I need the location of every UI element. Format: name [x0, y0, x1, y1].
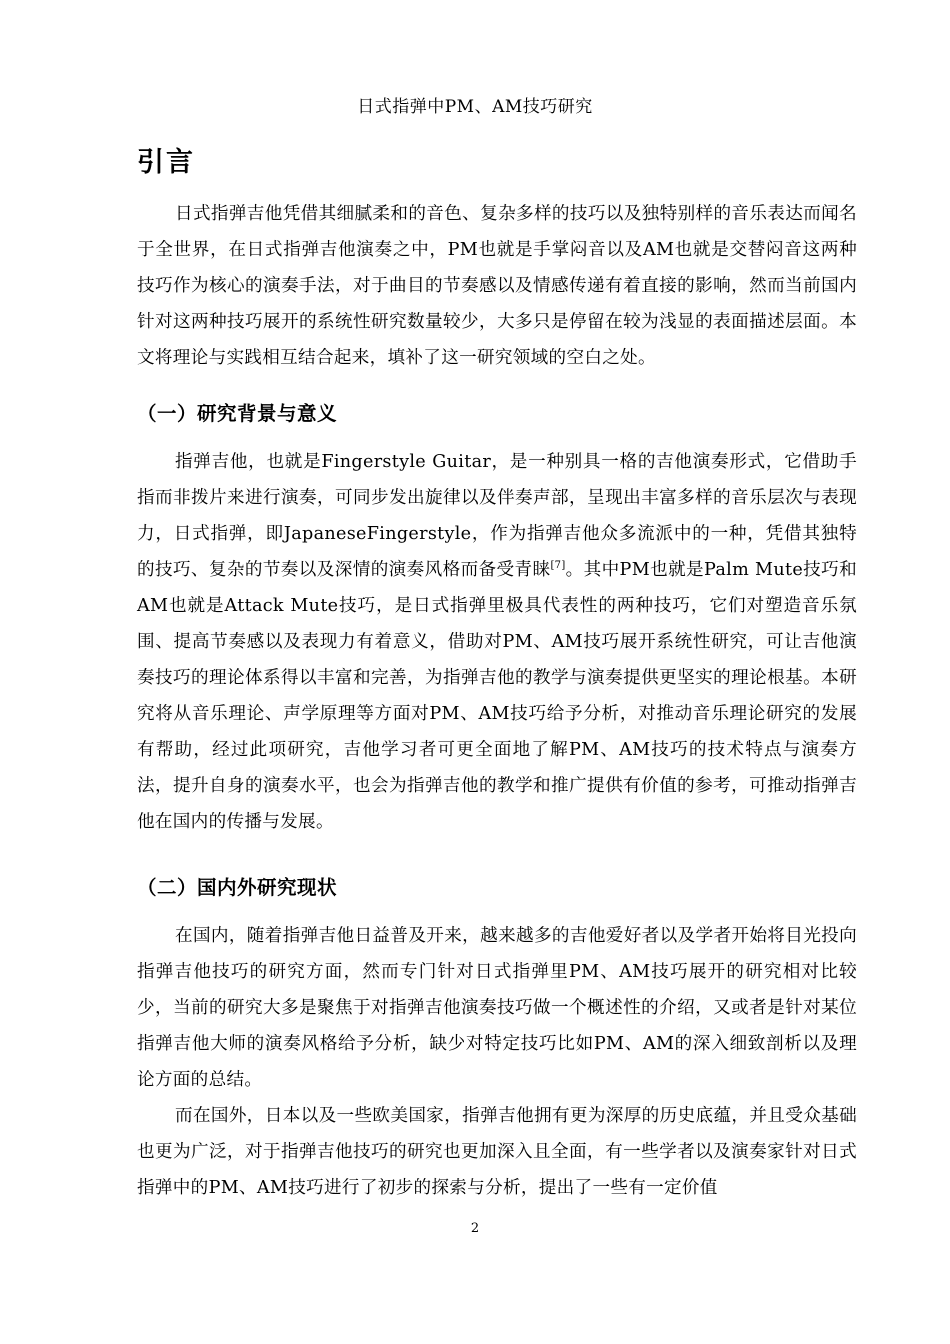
citation-reference: [7]: [550, 560, 566, 572]
running-header: 日式指弹中PM、AM技巧研究: [357, 97, 593, 117]
page-title: 引言: [137, 147, 195, 178]
background-text-part1: 指弹吉他，也就是Fingerstyle Guitar，是一种别具一格的吉他演奏形式，它借助手指而非拨片来进行演奏，可同步发出旋律以及伴奏声部，呈现出丰富多样的音乐层次与表现力，日式指弹，即JapaneseFingerstyle，作为指弹吉他众多流派中的一种，凭借其独特的技巧、复杂的节奏以及深情的演奏风格而备受青睐: [137, 452, 857, 580]
section-heading-research-status: （二）国内外研究现状: [137, 876, 338, 899]
background-text-part2: 。其中PM也就是Palm Mute技巧和AM也就是Attack Mute技巧，是日式指弹里极具代表性的两种技巧，它们对塑造音乐氛围、提高节奏感以及表现力有着意义，借助对PM、AM技巧展开系统性研究，可让吉他演奏技巧的理论体系得以丰富和完善，为指弹吉他的教学与演奏提供更坚实的理论根基。本研究将从音乐理论、声学原理等方面对PM、AM技巧给予分析，对推动音乐理论研究的发展有帮助，经过此项研究，吉他学习者可更全面地了解PM、AM技巧的技术特点与演奏方法，提升自身的演奏水平，也会为指弹吉他的教学和推广提供有价值的参考，可推动指弹吉他在国内的传播与发展。: [137, 560, 858, 832]
intro-paragraph: 日式指弹吉他凭借其细腻柔和的音色、复杂多样的技巧以及独特别样的音乐表达而闻名于全世界，在日式指弹吉他演奏之中，PM也就是手掌闷音以及AM也就是交替闷音这两种技巧作为核心的演奏手法，对于曲目的节奏感以及情感传递有着直接的影响，然而当前国内针对这两种技巧展开的系统性研究数量较少，大多只是停留在较为浅显的表面描述层面。本文将理论与实践相互结合起来，填补了这一研究领域的空白之处。: [137, 204, 857, 368]
page-number: 2: [470, 1221, 480, 1236]
domestic-research-paragraph: 在国内，随着指弹吉他日益普及开来，越来越多的吉他爱好者以及学者开始将目光投向指弹吉他技巧的研究方面，然而专门针对日式指弹里PM、AM技巧展开的研究相对比较少，当前的研究大多是聚焦于对指弹吉他演奏技巧做一个概述性的介绍，又或者是针对某位指弹吉他大师的演奏风格给予分析，缺少对特定技巧比如PM、AM的深入细致剖析以及理论方面的总结。: [137, 926, 857, 1090]
foreign-research-paragraph: 而在国外，日本以及一些欧美国家，指弹吉他拥有更为深厚的历史底蕴，并且受众基础也更为广泛，对于指弹吉他技巧的研究也更加深入且全面，有一些学者以及演奏家针对日式指弹中的PM、AM技巧进行了初步的探索与分析，提出了一些有一定价值: [137, 1106, 857, 1198]
section-heading-background: （一）研究背景与意义: [137, 402, 338, 425]
background-paragraph: [137, 444, 857, 840]
